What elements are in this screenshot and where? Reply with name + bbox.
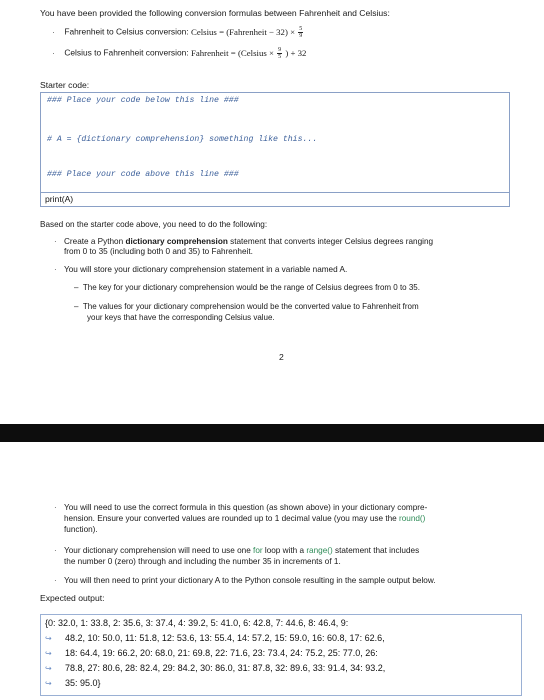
bullet-icon: ·	[54, 503, 57, 512]
page-divider	[0, 424, 544, 442]
task-text: Create a Python	[64, 237, 126, 246]
bottom-text: loop with a	[262, 546, 307, 555]
code-comment-line-2: # A = {dictionary comprehension} something like this...	[47, 135, 318, 144]
task-sub-text: The values for your dictionary comprehension would be the converted value to Fahrenheit from	[82, 302, 419, 311]
code-print-line: print(A)	[45, 194, 74, 204]
output-text: {0: 32.0, 1: 33.8, 2: 35.6, 3: 37.4, 4: 39.2, 5: 41.0, 6: 42.8, 7: 44.6, 8: 46.4, 9:	[45, 618, 349, 628]
expected-output-block	[40, 614, 522, 696]
code-keyword-range: range()	[306, 546, 333, 555]
bottom-bullet-1-end: function).	[64, 525, 98, 534]
dash-icon: –	[74, 302, 83, 311]
bottom-bullet-2-cont: the number 0 (zero) through and including the number 35 in increments of 1.	[64, 557, 341, 566]
fraction-denominator: 5	[278, 54, 282, 60]
bottom-text: You will need to use the correct formula in this question (as shown above) in your dictionary compre-	[64, 503, 428, 512]
task-sub-1	[74, 283, 420, 294]
formula-c-to-f	[52, 47, 306, 60]
formula-body: (Fahrenheit − 32) ×	[226, 26, 296, 37]
bottom-text: Your dictionary comprehension will need to use one	[64, 546, 254, 555]
formula-eq: =	[219, 26, 225, 37]
formula-lhs: Fahrenheit	[190, 47, 229, 58]
output-line-2	[45, 633, 385, 643]
task-bullet-2	[54, 265, 347, 276]
formula-body-pre: (Celsius ×	[237, 47, 274, 58]
code-comment-line-3: ### Place your code above this line ###	[47, 170, 239, 179]
output-line-3	[45, 648, 378, 658]
bottom-bullet-1	[54, 503, 427, 514]
bullet-icon: ·	[52, 47, 55, 58]
task-bullet-1	[54, 237, 433, 248]
bottom-text: hension. Ensure your converted values are rounded up to 1 decimal value (you may use the	[64, 514, 399, 523]
code-comment-line-1: ### Place your code below this line ###	[47, 96, 239, 105]
task-sub-text: The key for your dictionary comprehension would be the range of Celsius degrees from 0 to 35.	[82, 283, 420, 292]
bullet-icon: ·	[54, 265, 57, 274]
output-line-5	[45, 678, 101, 688]
output-line-1	[45, 618, 348, 628]
task-sub-2-cont: your keys that have the corresponding Celsius value.	[87, 313, 275, 322]
formula-label: Fahrenheit to Celsius conversion:	[64, 26, 189, 37]
bullet-icon: ·	[54, 237, 57, 246]
wrap-arrow-icon: ↪	[45, 679, 52, 688]
bullet-icon: ·	[54, 576, 57, 585]
output-text: 78.8, 27: 80.6, 28: 82.4, 29: 84.2, 30: 86.0, 31: 87.8, 32: 89.6, 33: 91.4, 34: 93.2,	[65, 663, 386, 673]
task-sub-2	[74, 302, 419, 313]
formula-expression	[191, 27, 304, 37]
intro-text: You have been provided the following conversion formulas between Fahrenheit and Celsius:	[40, 8, 390, 18]
task-text: You will store your dictionary comprehension statement in a variable named A.	[64, 265, 348, 274]
fraction	[298, 26, 303, 39]
output-text: 18: 64.4, 19: 66.2, 20: 68.0, 21: 69.8, 22: 71.6, 23: 73.4, 24: 75.2, 25: 77.0, 26:	[65, 648, 378, 658]
formula-body-post: ) + 32	[285, 47, 307, 58]
wrap-arrow-icon: ↪	[45, 649, 52, 658]
formula-eq: =	[230, 47, 236, 58]
output-line-4	[45, 663, 385, 673]
task-bullet-1-cont: from 0 to 35 (including both 0 and 35) to Fahrenheit.	[64, 247, 253, 256]
starter-code-label: Starter code:	[40, 80, 90, 90]
fraction	[277, 47, 282, 60]
code-keyword-round: round()	[398, 514, 426, 523]
output-text: 48.2, 10: 50.0, 11: 51.8, 12: 53.6, 13: 55.4, 14: 57.2, 15: 59.0, 16: 60.8, 17: 62.6,	[65, 633, 385, 643]
code-block	[40, 92, 510, 193]
page-number: 2	[279, 352, 284, 362]
formula-label: Celsius to Fahrenheit conversion:	[64, 47, 189, 58]
code-keyword-for: for	[253, 546, 263, 555]
task-bold-text: dictionary comprehension	[125, 237, 228, 246]
formula-lhs: Celsius	[190, 26, 217, 37]
task-text: statement that converts integer Celsius degrees ranging	[227, 237, 434, 246]
fraction-denominator: 9	[299, 33, 303, 39]
bottom-text: statement that includes	[332, 546, 420, 555]
output-text: 35: 95.0}	[65, 678, 101, 688]
fraction-numerator: 9	[278, 47, 282, 53]
formula-expression	[191, 48, 307, 58]
formula-f-to-c	[52, 26, 304, 39]
bullet-icon: ·	[54, 546, 57, 555]
dash-icon: –	[74, 283, 83, 292]
code-print-block	[40, 193, 510, 207]
expected-output-label: Expected output:	[40, 593, 105, 603]
bullet-icon: ·	[52, 26, 55, 37]
bottom-bullet-3	[54, 576, 436, 587]
wrap-arrow-icon: ↪	[45, 634, 52, 643]
bottom-bullet-2	[54, 546, 419, 557]
bottom-bullet-1-cont	[64, 514, 425, 525]
fraction-numerator: 5	[299, 26, 303, 32]
wrap-arrow-icon: ↪	[45, 664, 52, 673]
bottom-text: You will then need to print your dictionary A to the Python console resulting in the sample output below.	[64, 576, 436, 585]
task-intro: Based on the starter code above, you need to do the following:	[40, 220, 268, 229]
